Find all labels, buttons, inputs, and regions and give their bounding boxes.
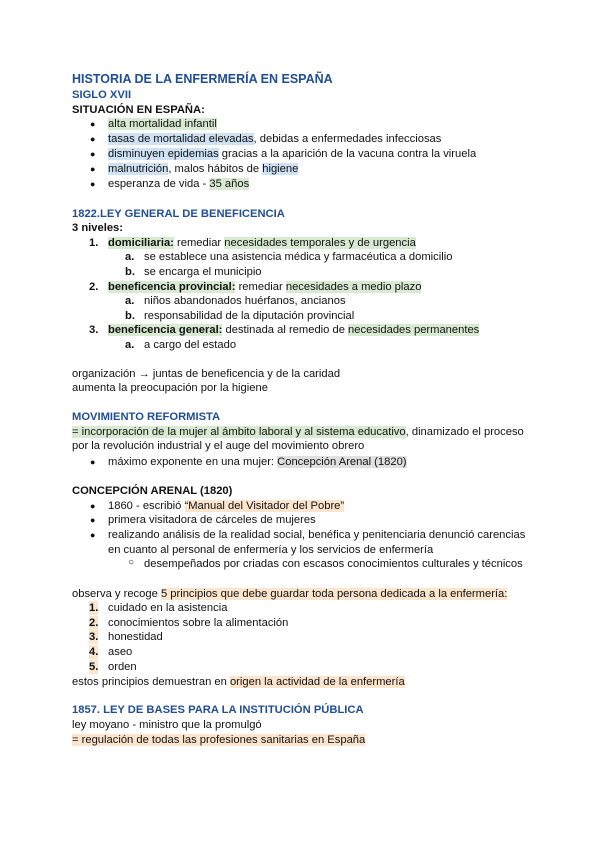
ley-moyano-text: ley moyano - ministro que la promulgó: [72, 719, 262, 731]
bullet-icon: ●: [90, 134, 96, 144]
principio-item: 3. honestidad: [89, 631, 163, 643]
sub-item: a. niños abandonados huérfanos, ancianos: [125, 295, 346, 307]
list-item: ● máximo exponente en una mujer: Concepción Arenal (1820): [90, 456, 407, 468]
list-item: ● tasas de mortalidad elevadas, debidas a enfermedades infecciosas: [90, 133, 442, 145]
demuestran-text: estos principios demuestran en origen la actividad de la enfermería: [72, 676, 405, 688]
reformista-definition: = incorporación de la mujer al ámbito laboral y al sistema educativo, dinamizado el proceso: [72, 426, 524, 438]
level-item: 1. domiciliaria: remediar necesidades temporales y de urgencia: [89, 237, 416, 249]
bullet-icon: ●: [90, 515, 96, 525]
list-item: ● 1860 - escribió “Manual del Visitador del Pobre”: [90, 500, 345, 512]
page-title: HISTORIA DE LA ENFERMERÍA EN ESPAÑA: [72, 72, 333, 86]
section-arenal: CONCEPCIÓN ARENAL (1820): [72, 485, 233, 497]
bullet-icon: ●: [90, 501, 96, 511]
principio-item: 4. aseo: [89, 646, 133, 658]
bullet-icon: ●: [90, 179, 96, 189]
sub-item: b. se encarga el municipio: [125, 266, 262, 278]
bullet-icon: ●: [90, 119, 96, 129]
sub-item: b. responsabilidad de la diputación provincial: [125, 310, 355, 322]
principio-item: 5. orden: [89, 661, 137, 673]
list-item: ● alta mortalidad infantil: [90, 118, 217, 130]
observa-text: observa y recoge 5 principios que debe guardar toda persona dedicada a la enfermería:: [72, 588, 508, 600]
organizacion-text: organización → juntas de beneficencia y de la caridad: [72, 368, 341, 380]
principio-item: 1. cuidado en la asistencia: [89, 602, 228, 614]
principio-item: 2. conocimientos sobre la alimentación: [89, 617, 289, 629]
level-item: 3. beneficencia general: destinada al remedio de necesidades permanentes: [89, 324, 480, 336]
bullet-icon: ●: [90, 457, 96, 467]
list-item: ● malnutrición, malos hábitos de higiene: [90, 163, 299, 175]
level-item: 2. beneficencia provincial: remediar necesidades a medio plazo: [89, 281, 422, 293]
section-siglo: SIGLO XVII: [72, 89, 132, 101]
section-reformista: MOVIMIENTO REFORMISTA: [72, 411, 221, 423]
list-item-continuation: en cuanto al personal de enfermería y los servicios de enfermería: [108, 544, 434, 556]
niveles-label: 3 niveles:: [72, 222, 123, 234]
list-item: ● esperanza de vida - 35 años: [90, 178, 250, 190]
list-item: ● disminuyen epidemias gracias a la aparición de la vacuna contra la viruela: [90, 148, 477, 160]
section-ley-1857: 1857. LEY DE BASES PARA LA INSTITUCIÓN PÚBLICA: [72, 704, 364, 716]
section-ley-1822: 1822.LEY GENERAL DE BENEFICENCIA: [72, 208, 285, 220]
list-item: ● realizando análisis de la realidad social, benéfica y penitenciaria denunció carencias: [90, 529, 526, 541]
sub-item: a. a cargo del estado: [125, 339, 237, 351]
regulacion-text: = regulación de todas las profesiones sanitarias en España: [72, 734, 366, 746]
preocupacion-text: aumenta la preocupación por la higiene: [72, 382, 268, 394]
sub-list-item: ○ desempeñados por criadas con escasos conocimientos culturales y técnicos: [128, 557, 523, 570]
sub-item: a. se establece una asistencia médica y farmacéutica a domicilio: [125, 251, 453, 263]
bullet-icon: ●: [90, 530, 96, 540]
circle-bullet-icon: ○: [128, 557, 135, 568]
reformista-line2: por la revolución industrial y el auge del movimiento obrero: [72, 440, 365, 452]
list-item: ● primera visitadora de cárceles de mujeres: [90, 514, 316, 526]
bullet-icon: ●: [90, 149, 96, 159]
situacion-heading: SITUACIÓN EN ESPAÑA:: [72, 104, 205, 116]
bullet-icon: ●: [90, 164, 96, 174]
